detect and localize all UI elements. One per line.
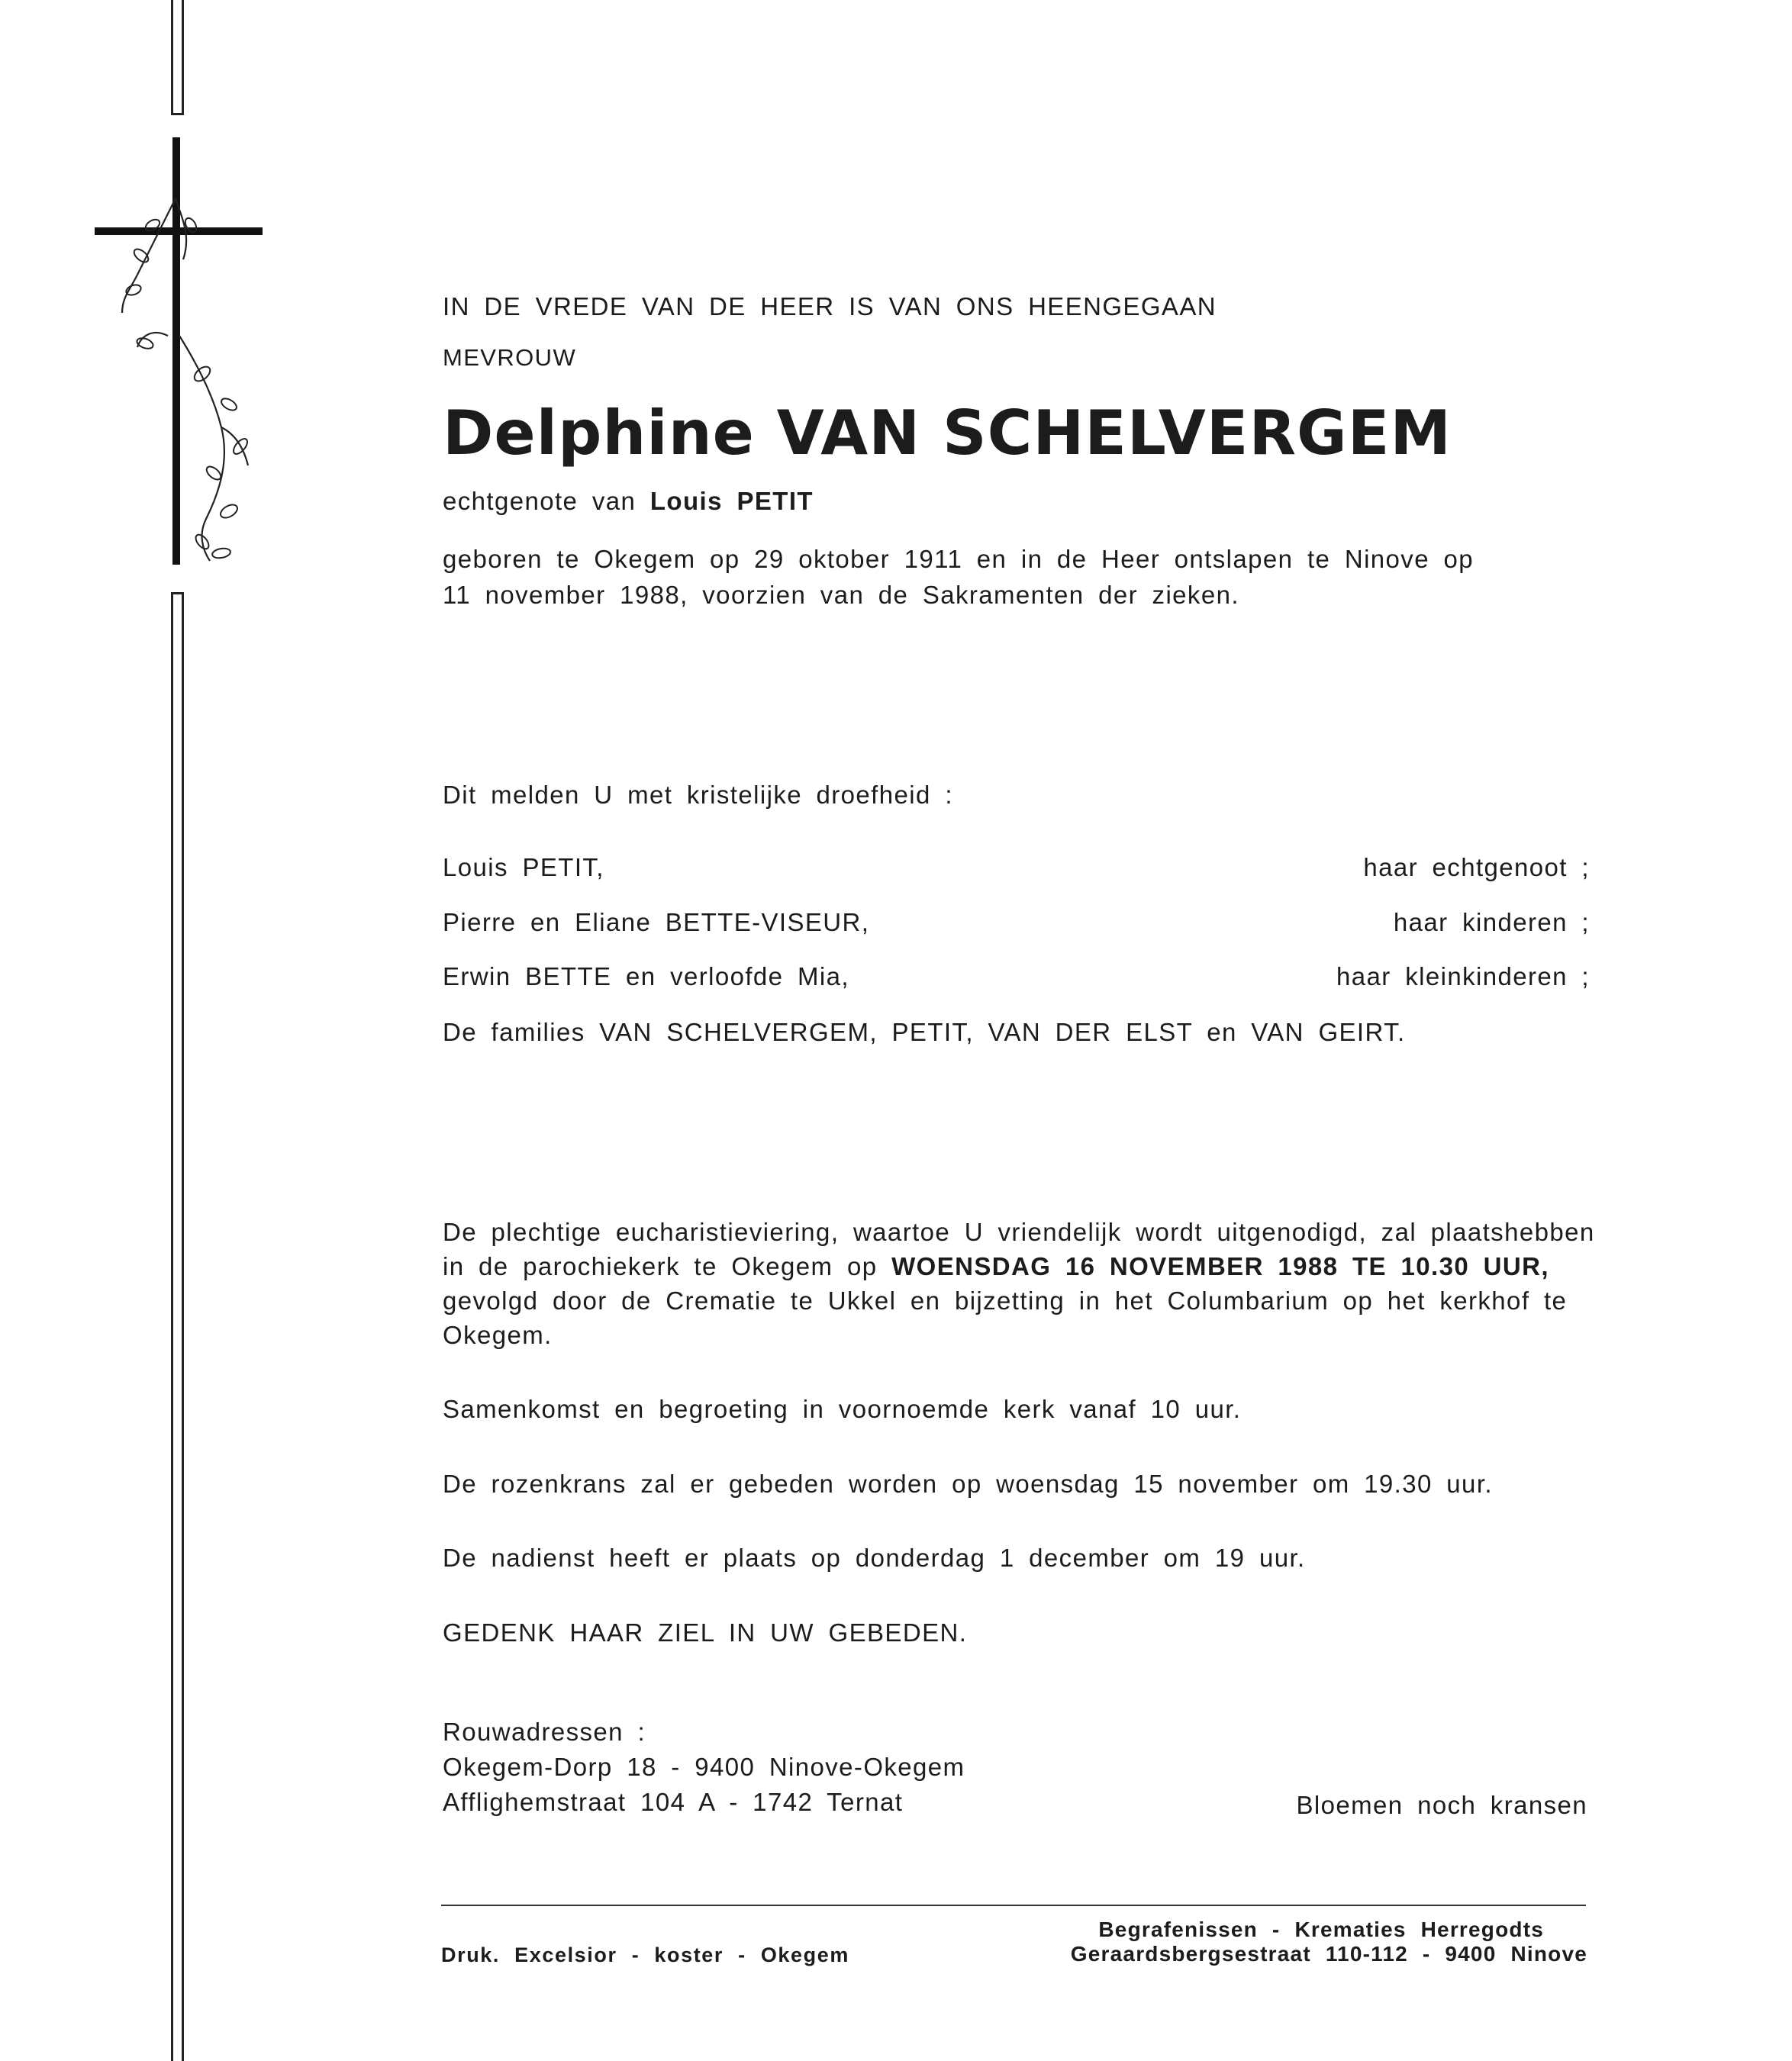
spouse-prefix: echtgenote van bbox=[443, 487, 637, 515]
families-line: De families VAN SCHELVERGEM, PETIT, VAN DER ELST en VAN GEIRT. bbox=[443, 1018, 1406, 1046]
birth-line-1: geboren te Okegem op 29 oktober 1911 en in de Heer ontslapen te Ninove op bbox=[443, 545, 1475, 573]
address-line-1: Okegem-Dorp 18 - 9400 Ninove-Okegem bbox=[443, 1753, 965, 1781]
addresses-label: Rouwadressen : bbox=[443, 1718, 646, 1746]
frame-line-top-bottom bbox=[171, 113, 184, 115]
frame-line-bottom-right bbox=[182, 594, 184, 2061]
frame-line-bottom-top bbox=[171, 592, 184, 594]
ceremony-line-4: Okegem. bbox=[443, 1321, 553, 1349]
deceased-name: Delphine VAN SCHELVERGEM bbox=[443, 398, 1452, 469]
footer-divider bbox=[441, 1905, 1586, 1906]
frame-line-top-left bbox=[171, 0, 173, 114]
address-line-2: Afflighemstraat 104 A - 1742 Ternat bbox=[443, 1788, 904, 1816]
salutation: MEVROUW bbox=[443, 344, 577, 371]
ceremony-line-1: De plechtige eucharistieviering, waartoe U vriendelijk wordt uitgenodigd, zal plaatshebben bbox=[443, 1218, 1595, 1246]
relative-name-3: Erwin BETTE en verloofde Mia, bbox=[443, 962, 849, 990]
frame-line-top-right bbox=[182, 0, 184, 114]
printer-credit: Druk. Excelsior - koster - Okegem bbox=[441, 1943, 849, 1966]
ceremony-line-2-prefix: in de parochiekerk te Okegem op bbox=[443, 1252, 878, 1280]
spouse-line bbox=[443, 488, 814, 514]
flowers-note: Bloemen noch kransen bbox=[1296, 1791, 1587, 1819]
spouse-name: Louis PETIT bbox=[649, 487, 814, 515]
relative-relation-3: haar kleinkinderen ; bbox=[1336, 962, 1590, 990]
relative-name-2: Pierre en Eliane BETTE-VISEUR, bbox=[443, 908, 870, 936]
intro-heading: IN DE VREDE VAN DE HEER IS VAN ONS HEENGEGAAN bbox=[443, 292, 1217, 320]
gathering-line: Samenkomst en begroeting in voornoemde kerk vanaf 10 uur. bbox=[443, 1395, 1242, 1423]
ceremony-date-time: WOENSDAG 16 NOVEMBER 1988 TE 10.30 UUR, bbox=[891, 1252, 1549, 1280]
relative-name-1: Louis PETIT, bbox=[443, 853, 604, 881]
relative-relation-2: haar kinderen ; bbox=[1393, 908, 1590, 936]
rosary-line: De rozenkrans zal er gebeden worden op woensdag 15 november om 19.30 uur. bbox=[443, 1470, 1493, 1498]
undertaker-line-2: Geraardsbergsestraat 110-112 - 9400 Ninove bbox=[1070, 1942, 1587, 1966]
undertaker-line-1: Begrafenissen - Krematies Herregodts bbox=[1098, 1918, 1544, 1941]
birth-line-2: 11 november 1988, voorzien van de Sakramenten der zieken. bbox=[443, 581, 1239, 609]
ceremony-line-2 bbox=[443, 1254, 1549, 1279]
service-line: De nadienst heeft er plaats op donderdag 1 december om 19 uur. bbox=[443, 1544, 1306, 1572]
relative-relation-1: haar echtgenoot ; bbox=[1363, 853, 1590, 881]
ceremony-line-3: gevolgd door de Crematie te Ukkel en bijzetting in het Columbarium op het kerkhof te bbox=[443, 1287, 1568, 1315]
announcement-intro: Dit melden U met kristelijke droefheid : bbox=[443, 781, 953, 809]
prayer-line: GEDENK HAAR ZIEL IN UW GEBEDEN. bbox=[443, 1618, 968, 1647]
frame-line-bottom-left bbox=[171, 594, 173, 2061]
